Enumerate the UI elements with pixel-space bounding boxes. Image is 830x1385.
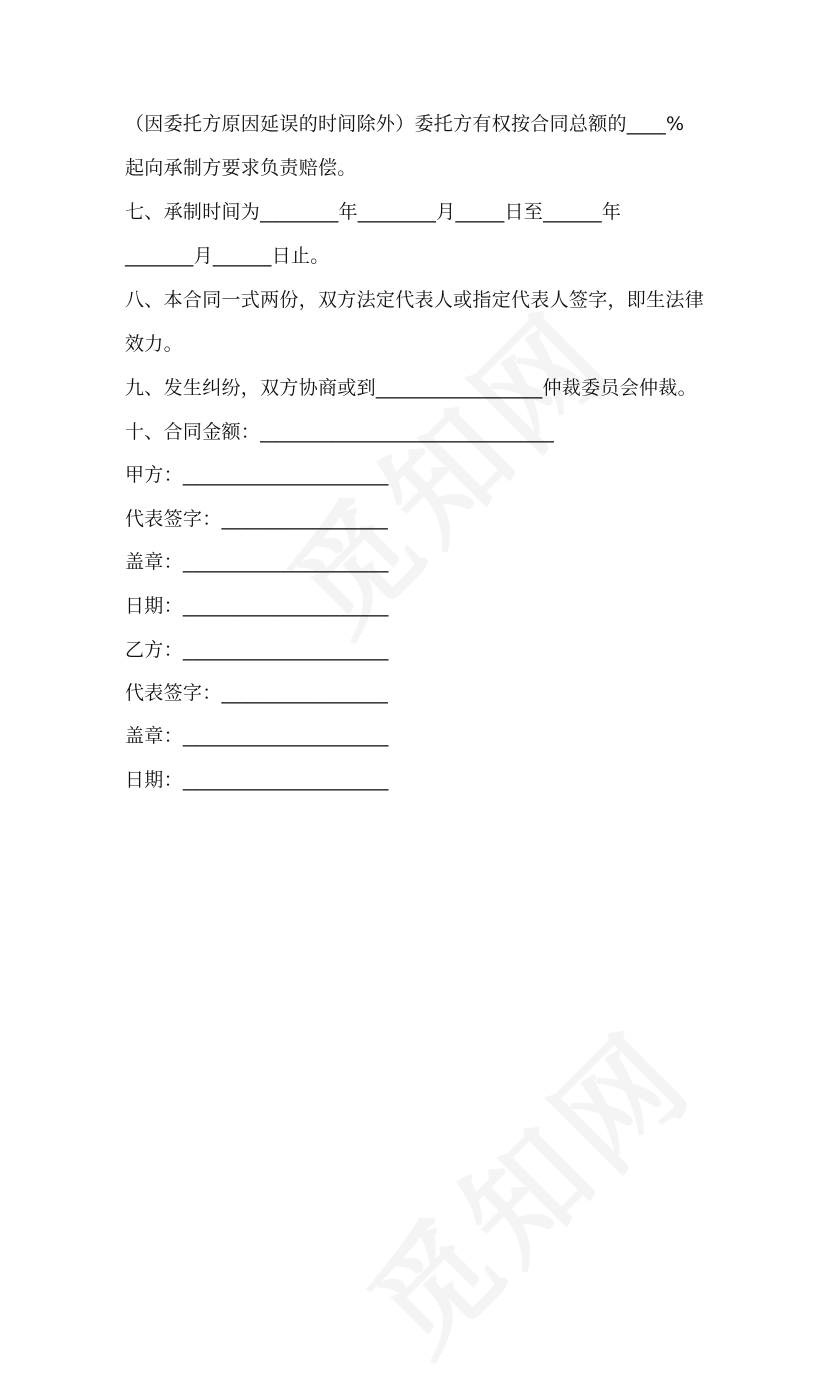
clause-7-text-line2: _______月______日止。 [125,245,330,267]
party-b-date: 日期：_____________________ [125,769,389,791]
clause-7-text-line1: 七、承制时间为________年________月_____日至______年 [125,201,622,223]
watermark-lower [326,987,723,1384]
party-a-field: 甲方：_____________________ [125,464,389,486]
party-b-seal: 盖章：_____________________ [125,725,389,747]
clause-9-text: 九、发生纠纷，双方协商或到_________________仲裁委员会仲裁。 [125,377,697,399]
party-a-representative-signature: 代表签字：_________________ [125,508,389,530]
party-a-seal: 盖章：_____________________ [125,551,389,573]
clause-6-text-line2: 起向承制方要求负责赔偿。 [125,157,357,179]
clause-8-text-line1: 八、本合同一式两份，双方法定代表人或指定代表人签字，即生法律 [125,289,705,311]
party-b-field: 乙方：_____________________ [125,639,389,661]
clause-8-text-line2: 效力。 [125,333,183,355]
party-a-date: 日期：_____________________ [125,595,389,617]
clause-10-contract-amount: 十、合同金额：______________________________ [125,421,555,443]
party-b-representative-signature: 代表签字：_________________ [125,682,389,704]
clause-6-text-line1: （因委托方原因延误的时间除外）委托方有权按合同总额的____% [125,113,685,135]
